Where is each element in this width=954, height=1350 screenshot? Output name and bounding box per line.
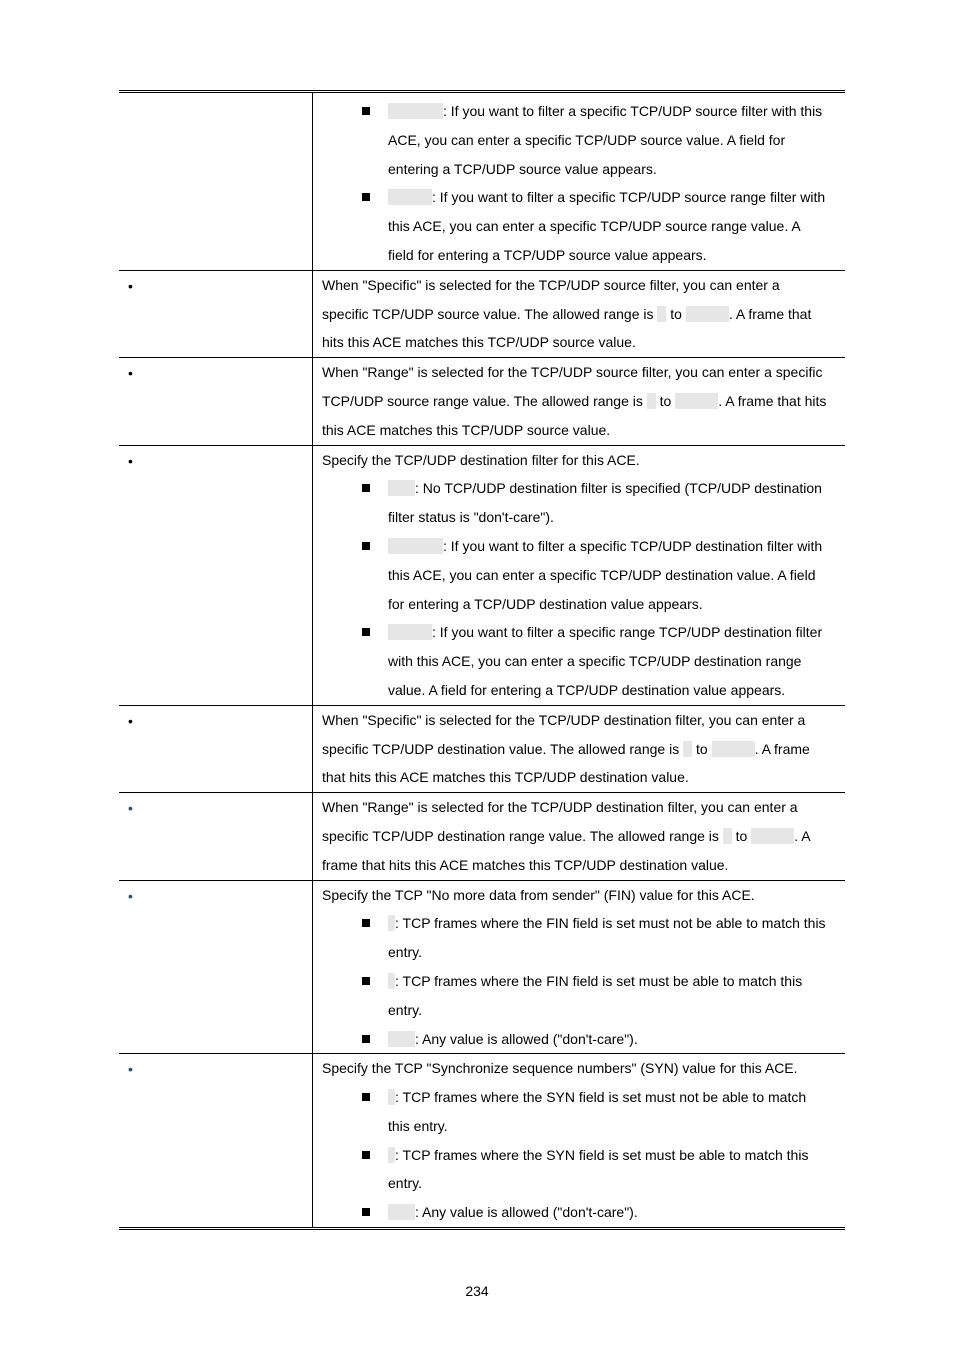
square-bullet-icon <box>362 542 370 550</box>
item-text: value. A field for entering a TCP/UDP destination value appears. <box>388 681 786 698</box>
text-span: to <box>695 740 708 757</box>
item-text: : Any value is allowed ("don't-care"). <box>415 1030 638 1047</box>
redacted-value-box <box>388 538 443 554</box>
description-text <box>322 387 839 416</box>
item-text: entry. <box>388 1175 422 1192</box>
item-text: : If you want to filter a specific range TCP/UDP destination filter <box>432 624 823 641</box>
redacted-value-box <box>388 1204 415 1220</box>
square-bullet-icon <box>362 1093 370 1101</box>
table-row <box>119 880 845 1054</box>
description-text: Specify the TCP/UDP destination filter for this ACE. <box>322 451 640 468</box>
description-text: When "Specific" is selected for the TCP/UDP destination filter, you can enter a <box>322 711 806 728</box>
description-text <box>322 300 839 329</box>
item-text: : TCP frames where the FIN field is set must not be able to match this <box>395 915 826 932</box>
redacted-value-box <box>388 624 432 640</box>
description-cell <box>313 358 846 445</box>
item-text: entry. <box>388 944 422 961</box>
parameter-cell <box>119 92 313 271</box>
text-span: . A frame that <box>728 305 812 322</box>
redacted-value-box <box>712 741 755 757</box>
bullet-icon: • <box>128 712 133 729</box>
page-number: 234 <box>465 1283 489 1299</box>
square-bullet-icon <box>362 484 370 492</box>
square-bullet-icon <box>362 107 370 115</box>
list-item <box>322 1198 839 1227</box>
bullet-icon: • <box>128 800 133 817</box>
item-text: : Any value is allowed ("don't-care"). <box>415 1204 638 1221</box>
description-text <box>322 735 839 764</box>
description-text: that hits this ACE matches this TCP/UDP destination value. <box>322 769 689 786</box>
text-span: TCP/UDP source range value. The allowed range is <box>322 392 643 409</box>
redacted-value-box <box>657 306 666 322</box>
table-row <box>119 793 845 880</box>
square-bullet-icon <box>362 1208 370 1216</box>
table-row <box>119 1054 845 1229</box>
description-text: hits this ACE matches this TCP/UDP source value. <box>322 334 636 351</box>
list-item <box>322 97 839 183</box>
list-item <box>322 1025 839 1054</box>
description-text: frame that hits this ACE matches this TCP/UDP destination value. <box>322 856 729 873</box>
redacted-value-box <box>388 189 432 205</box>
bullet-icon: • <box>128 277 133 294</box>
description-cell <box>313 270 846 357</box>
text-span: . A frame that hits <box>718 392 827 409</box>
text-span: . A frame <box>754 740 810 757</box>
parameter-cell <box>119 1054 313 1229</box>
list-item <box>322 1141 839 1199</box>
item-text: entry. <box>388 1001 422 1018</box>
parameter-cell <box>119 445 313 705</box>
bullet-icon: • <box>128 365 133 382</box>
text-span: to <box>659 392 672 409</box>
parameter-cell <box>119 880 313 1054</box>
list-item <box>322 474 839 532</box>
bullet-icon: • <box>128 887 133 904</box>
description-cell <box>313 705 846 792</box>
description-cell <box>313 880 846 1054</box>
table-row <box>119 358 845 445</box>
item-text: field for entering a TCP/UDP source value appears. <box>388 246 707 263</box>
square-bullet-icon <box>362 1035 370 1043</box>
item-text: : No TCP/UDP destination filter is specified (TCP/UDP destination <box>415 480 822 497</box>
bullet-icon: • <box>128 1061 133 1078</box>
description-text: Specify the TCP "Synchronize sequence numbers" (SYN) value for this ACE. <box>322 1060 798 1077</box>
square-bullet-icon <box>362 919 370 927</box>
table-row <box>119 92 845 271</box>
square-bullet-icon <box>362 628 370 636</box>
table-row <box>119 270 845 357</box>
description-text: When "Range" is selected for the TCP/UDP destination filter, you can enter a <box>322 799 798 816</box>
redacted-value-box <box>388 480 415 496</box>
item-text: : If you want to filter a specific TCP/UDP source filter with this <box>443 103 823 119</box>
item-text: with this ACE, you can enter a specific TCP/UDP destination range <box>388 653 802 670</box>
list-item <box>322 183 839 269</box>
description-cell <box>313 1054 846 1229</box>
item-text: : TCP frames where the SYN field is set must not be able to match <box>395 1089 807 1106</box>
parameter-cell <box>119 705 313 792</box>
text-span: to <box>735 827 748 844</box>
description-cell <box>313 92 846 271</box>
parameter-cell <box>119 793 313 880</box>
description-cell <box>313 445 846 705</box>
redacted-value-box <box>388 915 395 931</box>
item-text: filter status is "don't-care"). <box>388 509 554 526</box>
item-text: : If you want to filter a specific TCP/UDP destination filter with <box>443 537 823 554</box>
description-text: this ACE matches this TCP/UDP source value. <box>322 421 611 438</box>
item-text: : TCP frames where the FIN field is set must be able to match this <box>395 972 803 989</box>
redacted-value-box <box>388 973 395 989</box>
item-text: this entry. <box>388 1117 448 1134</box>
description-text: When "Specific" is selected for the TCP/UDP source filter, you can enter a <box>322 276 780 293</box>
bullet-icon: • <box>128 452 133 469</box>
list-item <box>322 967 839 1025</box>
list-item <box>322 1083 839 1141</box>
description-text <box>322 822 839 851</box>
list-item <box>322 618 839 704</box>
square-bullet-icon <box>362 1151 370 1159</box>
description-text: When "Range" is selected for the TCP/UDP source filter, you can enter a specific <box>322 364 823 381</box>
square-bullet-icon <box>362 193 370 201</box>
parameter-cell <box>119 270 313 357</box>
redacted-value-box <box>388 1089 395 1105</box>
description-cell <box>313 793 846 880</box>
item-text: this ACE, you can enter a specific TCP/UDP source range value. A <box>388 218 801 235</box>
list-item <box>322 532 839 618</box>
redacted-value-box <box>388 1031 415 1047</box>
item-text: ACE, you can enter a specific TCP/UDP source value. A field for <box>388 131 786 148</box>
list-item <box>322 909 839 967</box>
parameter-table <box>119 90 845 1230</box>
redacted-value-box <box>388 1147 395 1163</box>
table-row <box>119 445 845 705</box>
redacted-value-box <box>675 393 718 409</box>
item-text: this ACE, you can enter a specific TCP/UDP destination value. A field <box>388 566 816 583</box>
text-span: to <box>670 305 682 322</box>
redacted-value-box <box>723 828 732 844</box>
text-span: specific TCP/UDP destination value. The allowed range is <box>322 740 680 757</box>
square-bullet-icon <box>362 977 370 985</box>
redacted-value-box <box>686 306 729 322</box>
redacted-value-box <box>647 393 656 409</box>
text-span: specific TCP/UDP destination range value. The allowed range is <box>322 827 719 844</box>
text-span: specific TCP/UDP source value. The allowed range is <box>322 305 654 322</box>
redacted-value-box <box>683 741 692 757</box>
description-text: Specify the TCP "No more data from sender" (FIN) value for this ACE. <box>322 886 755 903</box>
table-row <box>119 705 845 792</box>
item-text: for entering a TCP/UDP destination value appears. <box>388 595 703 612</box>
item-text: : If you want to filter a specific TCP/UDP source range filter with <box>432 189 826 206</box>
parameter-cell <box>119 358 313 445</box>
redacted-value-box <box>751 828 794 844</box>
redacted-value-box <box>388 103 443 119</box>
item-text: entering a TCP/UDP source value appears. <box>388 160 657 177</box>
text-span: . A <box>794 827 811 844</box>
item-text: : TCP frames where the SYN field is set must be able to match this <box>395 1146 809 1163</box>
